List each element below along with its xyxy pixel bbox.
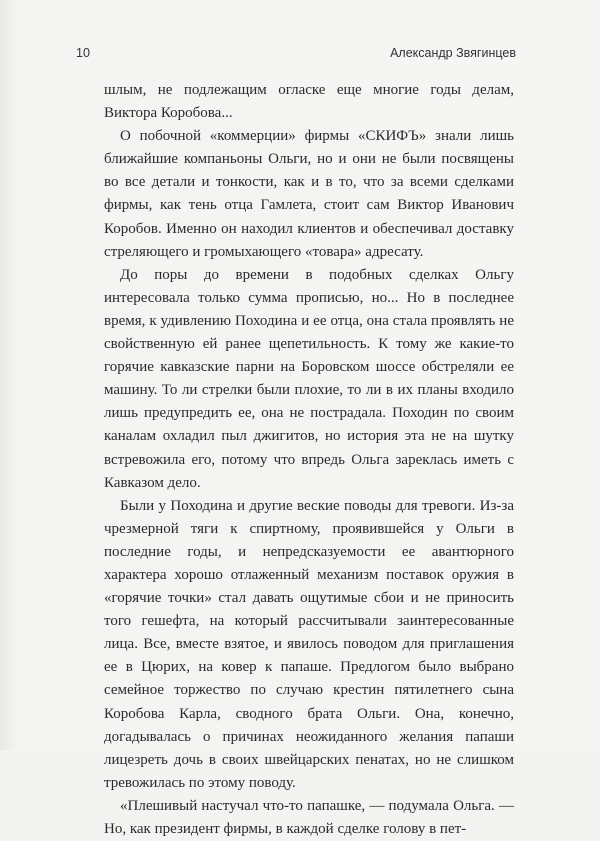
paragraph: «Плешивый настучал что-то папашке, — подумала Ольга. — Но, как президент фирмы, в каждой сделке голову в пет-: [104, 797, 514, 837]
paragraph-continued: шлым, не подлежащим огласке еще многие годы делам, Виктора Коробова...: [104, 82, 514, 122]
author-name: Александр Звягинцев: [390, 46, 516, 60]
paragraph: Были у Походина и другие веские поводы для тревоги. Из-за чрезмерной тяги к спиртному, проявившейся у Ольги в последние годы, и непредсказуемости ее авантюрного характера хорошо отлаженный механизм поставок оружия в «горячие точки» стал давать ощутимые сбои и не приносить того гешефта, на который рассчитывали заинтересованные лица. Все, вместе взятое, и явилось поводом для приглашения ее в Цюрих, на ковер к папаше. Предлогом было выбрано семейное торжество по случаю крестин пятилетнего сына Коробова Карла, сводного брата Ольги. Она, конечно, догадывалась о причинах неожиданного желания папаши лицезреть дочь в своих швейцарских пенатах, но не слишком тревожилась по этому поводу.: [104, 497, 514, 791]
running-head: [76, 46, 516, 64]
paragraph: До поры до времени в подобных сделках Ольгу интересовала только сумма прописью, но... Но в последнее время, к удивлению Походина и ее отца, она стала проявлять не свойственную ей ранее щепетильность. К тому же какие-то горячие кавказские парни на Боровском шоссе обстреляли ее машину. То ли стрелки были плохие, то ли в их планы входило лишь предупредить ее, она не пострадала. Походин по своим каналам охладил пыл джигитов, но история эта не на шутку встревожила его, потому что впредь Ольга зареклась иметь с Кавказом дело.: [104, 266, 514, 491]
page-number: 10: [76, 46, 90, 60]
paragraph: О побочной «коммерции» фирмы «СКИФЪ» знали лишь ближайшие компаньоны Ольги, но и они не были посвящены во все детали и тонкости, как и в то, что за всеми сделками фирмы, как тень отца Гамлета, стоит сам Виктор Иванович Коробов. Именно он находил клиентов и обеспечивал доставку стреляющего и громыхающего «товара» адресату.: [104, 128, 514, 260]
body-text: [104, 79, 514, 841]
